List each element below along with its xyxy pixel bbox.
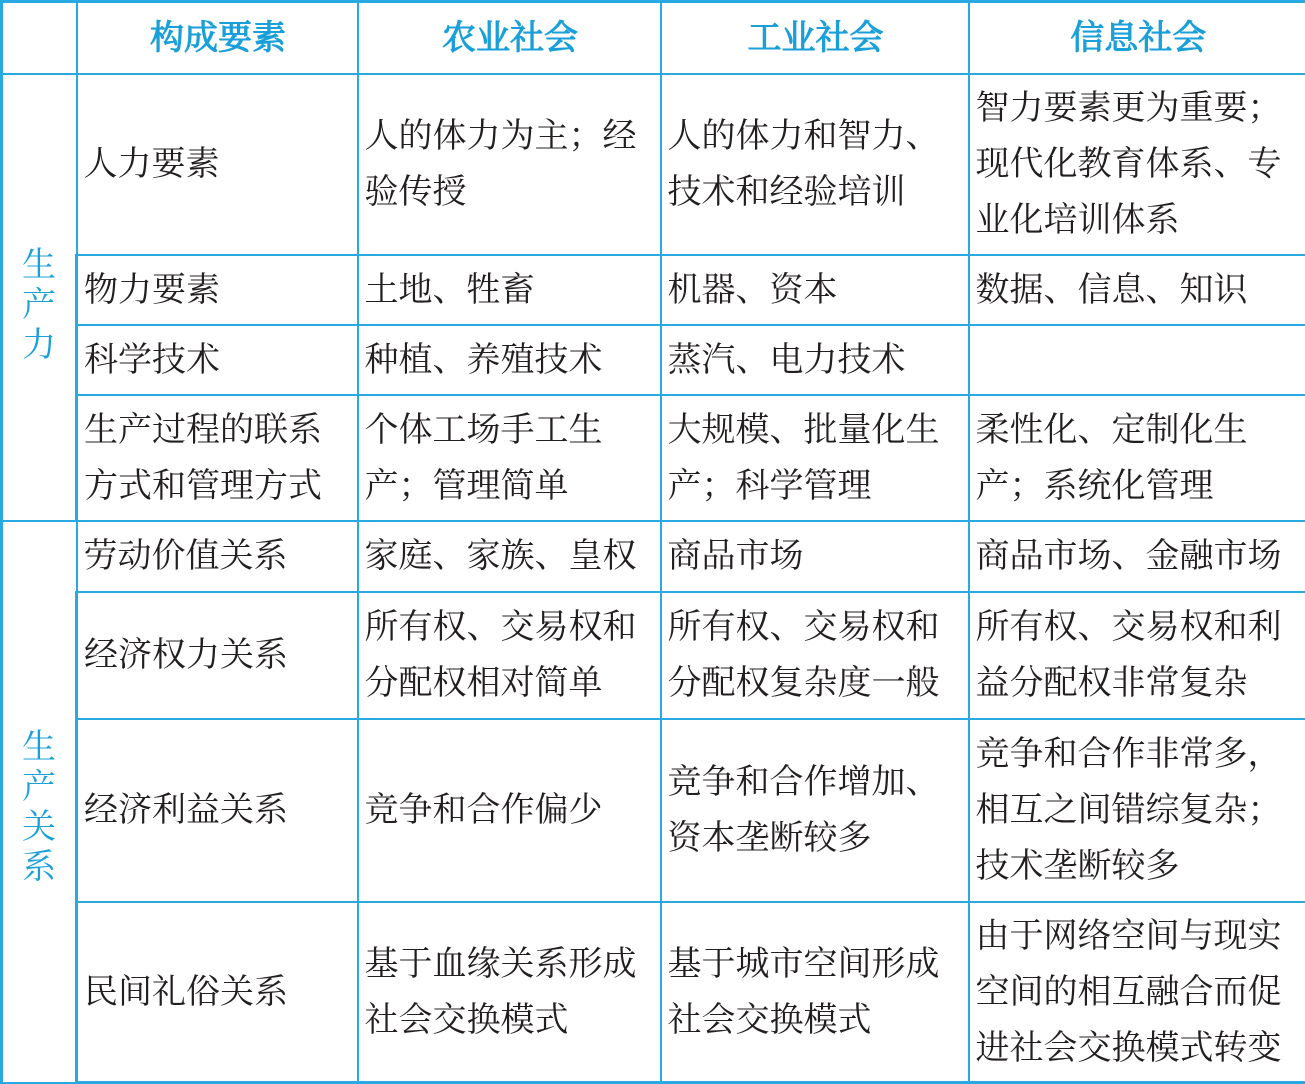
cell-agricultural: 竞争和合作偏少 bbox=[358, 719, 661, 902]
cell-information bbox=[969, 325, 1305, 395]
header-agricultural-society: 农业社会 bbox=[358, 2, 661, 74]
cell-agricultural: 基于血缘关系形成社会交换模式 bbox=[358, 902, 661, 1083]
cell-industrial: 商品市场 bbox=[661, 521, 969, 592]
table-row bbox=[2, 325, 1305, 395]
group-production-relations-label: 生产关系 bbox=[19, 727, 59, 887]
cell-information: 竞争和合作非常多，相互之间错综复杂；技术垄断较多 bbox=[969, 719, 1305, 902]
header-corner-cell bbox=[2, 2, 77, 74]
cell-industrial: 所有权、交易权和分配权复杂度一般 bbox=[661, 592, 969, 719]
row-element: 民间礼俗关系 bbox=[77, 902, 358, 1083]
row-element: 经济利益关系 bbox=[77, 719, 358, 902]
header-industrial-society: 工业社会 bbox=[661, 2, 969, 74]
cell-industrial: 大规模、批量化生产；科学管理 bbox=[661, 395, 969, 521]
cell-information: 柔性化、定制化生产；系统化管理 bbox=[969, 395, 1305, 521]
header-elements: 构成要素 bbox=[77, 2, 358, 74]
cell-information: 智力要素更为重要；现代化教育体系、专业化培训体系 bbox=[969, 74, 1305, 255]
cell-industrial: 基于城市空间形成社会交换模式 bbox=[661, 902, 969, 1083]
cell-industrial: 人的体力和智力、技术和经验培训 bbox=[661, 74, 969, 255]
cell-information: 商品市场、金融市场 bbox=[969, 521, 1305, 592]
group-productivity-label: 生产力 bbox=[19, 245, 59, 365]
table-row bbox=[2, 719, 1305, 902]
cell-industrial: 竞争和合作增加、资本垄断较多 bbox=[661, 719, 969, 902]
cell-industrial: 机器、资本 bbox=[661, 255, 969, 325]
row-element: 人力要素 bbox=[77, 74, 358, 255]
cell-agricultural: 土地、牲畜 bbox=[358, 255, 661, 325]
row-element: 科学技术 bbox=[77, 325, 358, 395]
table-row bbox=[2, 521, 1305, 592]
cell-industrial: 蒸汽、电力技术 bbox=[661, 325, 969, 395]
header-information-society: 信息社会 bbox=[969, 2, 1305, 74]
table-row bbox=[2, 74, 1305, 255]
cell-agricultural: 所有权、交易权和分配权相对简单 bbox=[358, 592, 661, 719]
cell-information: 所有权、交易权和利益分配权非常复杂 bbox=[969, 592, 1305, 719]
cell-information: 由于网络空间与现实空间的相互融合而促进社会交换模式转变 bbox=[969, 902, 1305, 1083]
row-element: 经济权力关系 bbox=[77, 592, 358, 719]
group-production-relations bbox=[2, 521, 77, 1083]
cell-agricultural: 人的体力为主；经验传授 bbox=[358, 74, 661, 255]
table-row bbox=[2, 255, 1305, 325]
group-productivity bbox=[2, 74, 77, 521]
table-row bbox=[2, 592, 1305, 719]
row-element: 生产过程的联系方式和管理方式 bbox=[77, 395, 358, 521]
cell-information: 数据、信息、知识 bbox=[969, 255, 1305, 325]
row-element: 物力要素 bbox=[77, 255, 358, 325]
table-header-row bbox=[2, 2, 1305, 74]
table-row bbox=[2, 902, 1305, 1083]
row-element: 劳动价值关系 bbox=[77, 521, 358, 592]
cell-agricultural: 个体工场手工生产；管理简单 bbox=[358, 395, 661, 521]
cell-agricultural: 种植、养殖技术 bbox=[358, 325, 661, 395]
cell-agricultural: 家庭、家族、皇权 bbox=[358, 521, 661, 592]
table-row bbox=[2, 395, 1305, 521]
